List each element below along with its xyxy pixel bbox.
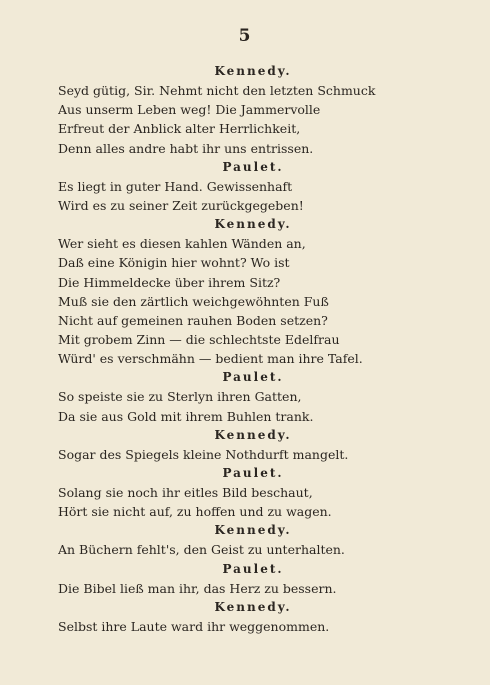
verse-line: Erfreut der Anblick alter Herrlichkeit,	[58, 121, 301, 137]
verse-line: Daß eine Königin hier wohnt? Wo ist	[58, 255, 290, 271]
verse-line: Mit grobem Zinn — die schlechtste Edelfrau	[58, 332, 340, 348]
verse-line: Denn alles andre habt ihr uns entrissen.	[58, 140, 314, 156]
speaker-name: Kennedy.	[214, 523, 292, 538]
verse-line: Die Himmeldecke über ihrem Sitz?	[58, 274, 281, 290]
verse-line: Würd' es verschmähn — bedient man ihre Tafel.	[58, 351, 363, 367]
verse-line: Selbst ihre Laute ward ihr weggenommen.	[58, 618, 330, 634]
verse-line: Sogar des Spiegels kleine Nothdurft mangelt.	[58, 446, 349, 462]
speaker-name: Kennedy.	[214, 64, 292, 78]
speaker-name: Paulet.	[222, 561, 284, 576]
page-number: 5	[238, 26, 252, 46]
verse-line: Wer sieht es diesen kahlen Wänden an,	[58, 236, 306, 252]
verse-line: Aus unserm Leben weg! Die Jammervolle	[58, 102, 321, 118]
verse-line: Hört sie nicht auf, zu hoffen und zu wagen.	[58, 504, 332, 520]
verse-line: Solang sie noch ihr eitles Bild beschaut,	[58, 485, 313, 500]
speaker-name: Paulet.	[222, 466, 284, 480]
verse-line: An Büchern fehlt's, den Geist zu unterhalten.	[58, 542, 345, 558]
verse-line: Es liegt in guter Hand. Gewissenhaft	[58, 178, 293, 194]
dialogue-text	[58, 62, 448, 636]
speaker-name: Paulet.	[222, 159, 284, 174]
verse-line: Muß sie den zärtlich weichgewöhnten Fuß	[58, 293, 329, 309]
speaker-name: Kennedy.	[214, 427, 292, 442]
verse-line: Da sie aus Gold mit ihrem Buhlen trank.	[58, 408, 314, 424]
verse-line: So speiste sie zu Sterlyn ihren Gatten,	[58, 389, 302, 405]
speaker-name: Paulet.	[222, 370, 284, 385]
speaker-name: Kennedy.	[214, 599, 292, 614]
speaker-name: Kennedy.	[214, 217, 292, 232]
verse-line: Wird es zu seiner Zeit zurückgegeben!	[58, 197, 304, 213]
verse-line: Nicht auf gemeinen rauhen Boden setzen?	[58, 312, 328, 328]
verse-line: Seyd gütig, Sir. Nehmt nicht den letzten Schmuck	[58, 83, 376, 98]
verse-line: Die Bibel ließ man ihr, das Herz zu bessern.	[58, 580, 337, 596]
